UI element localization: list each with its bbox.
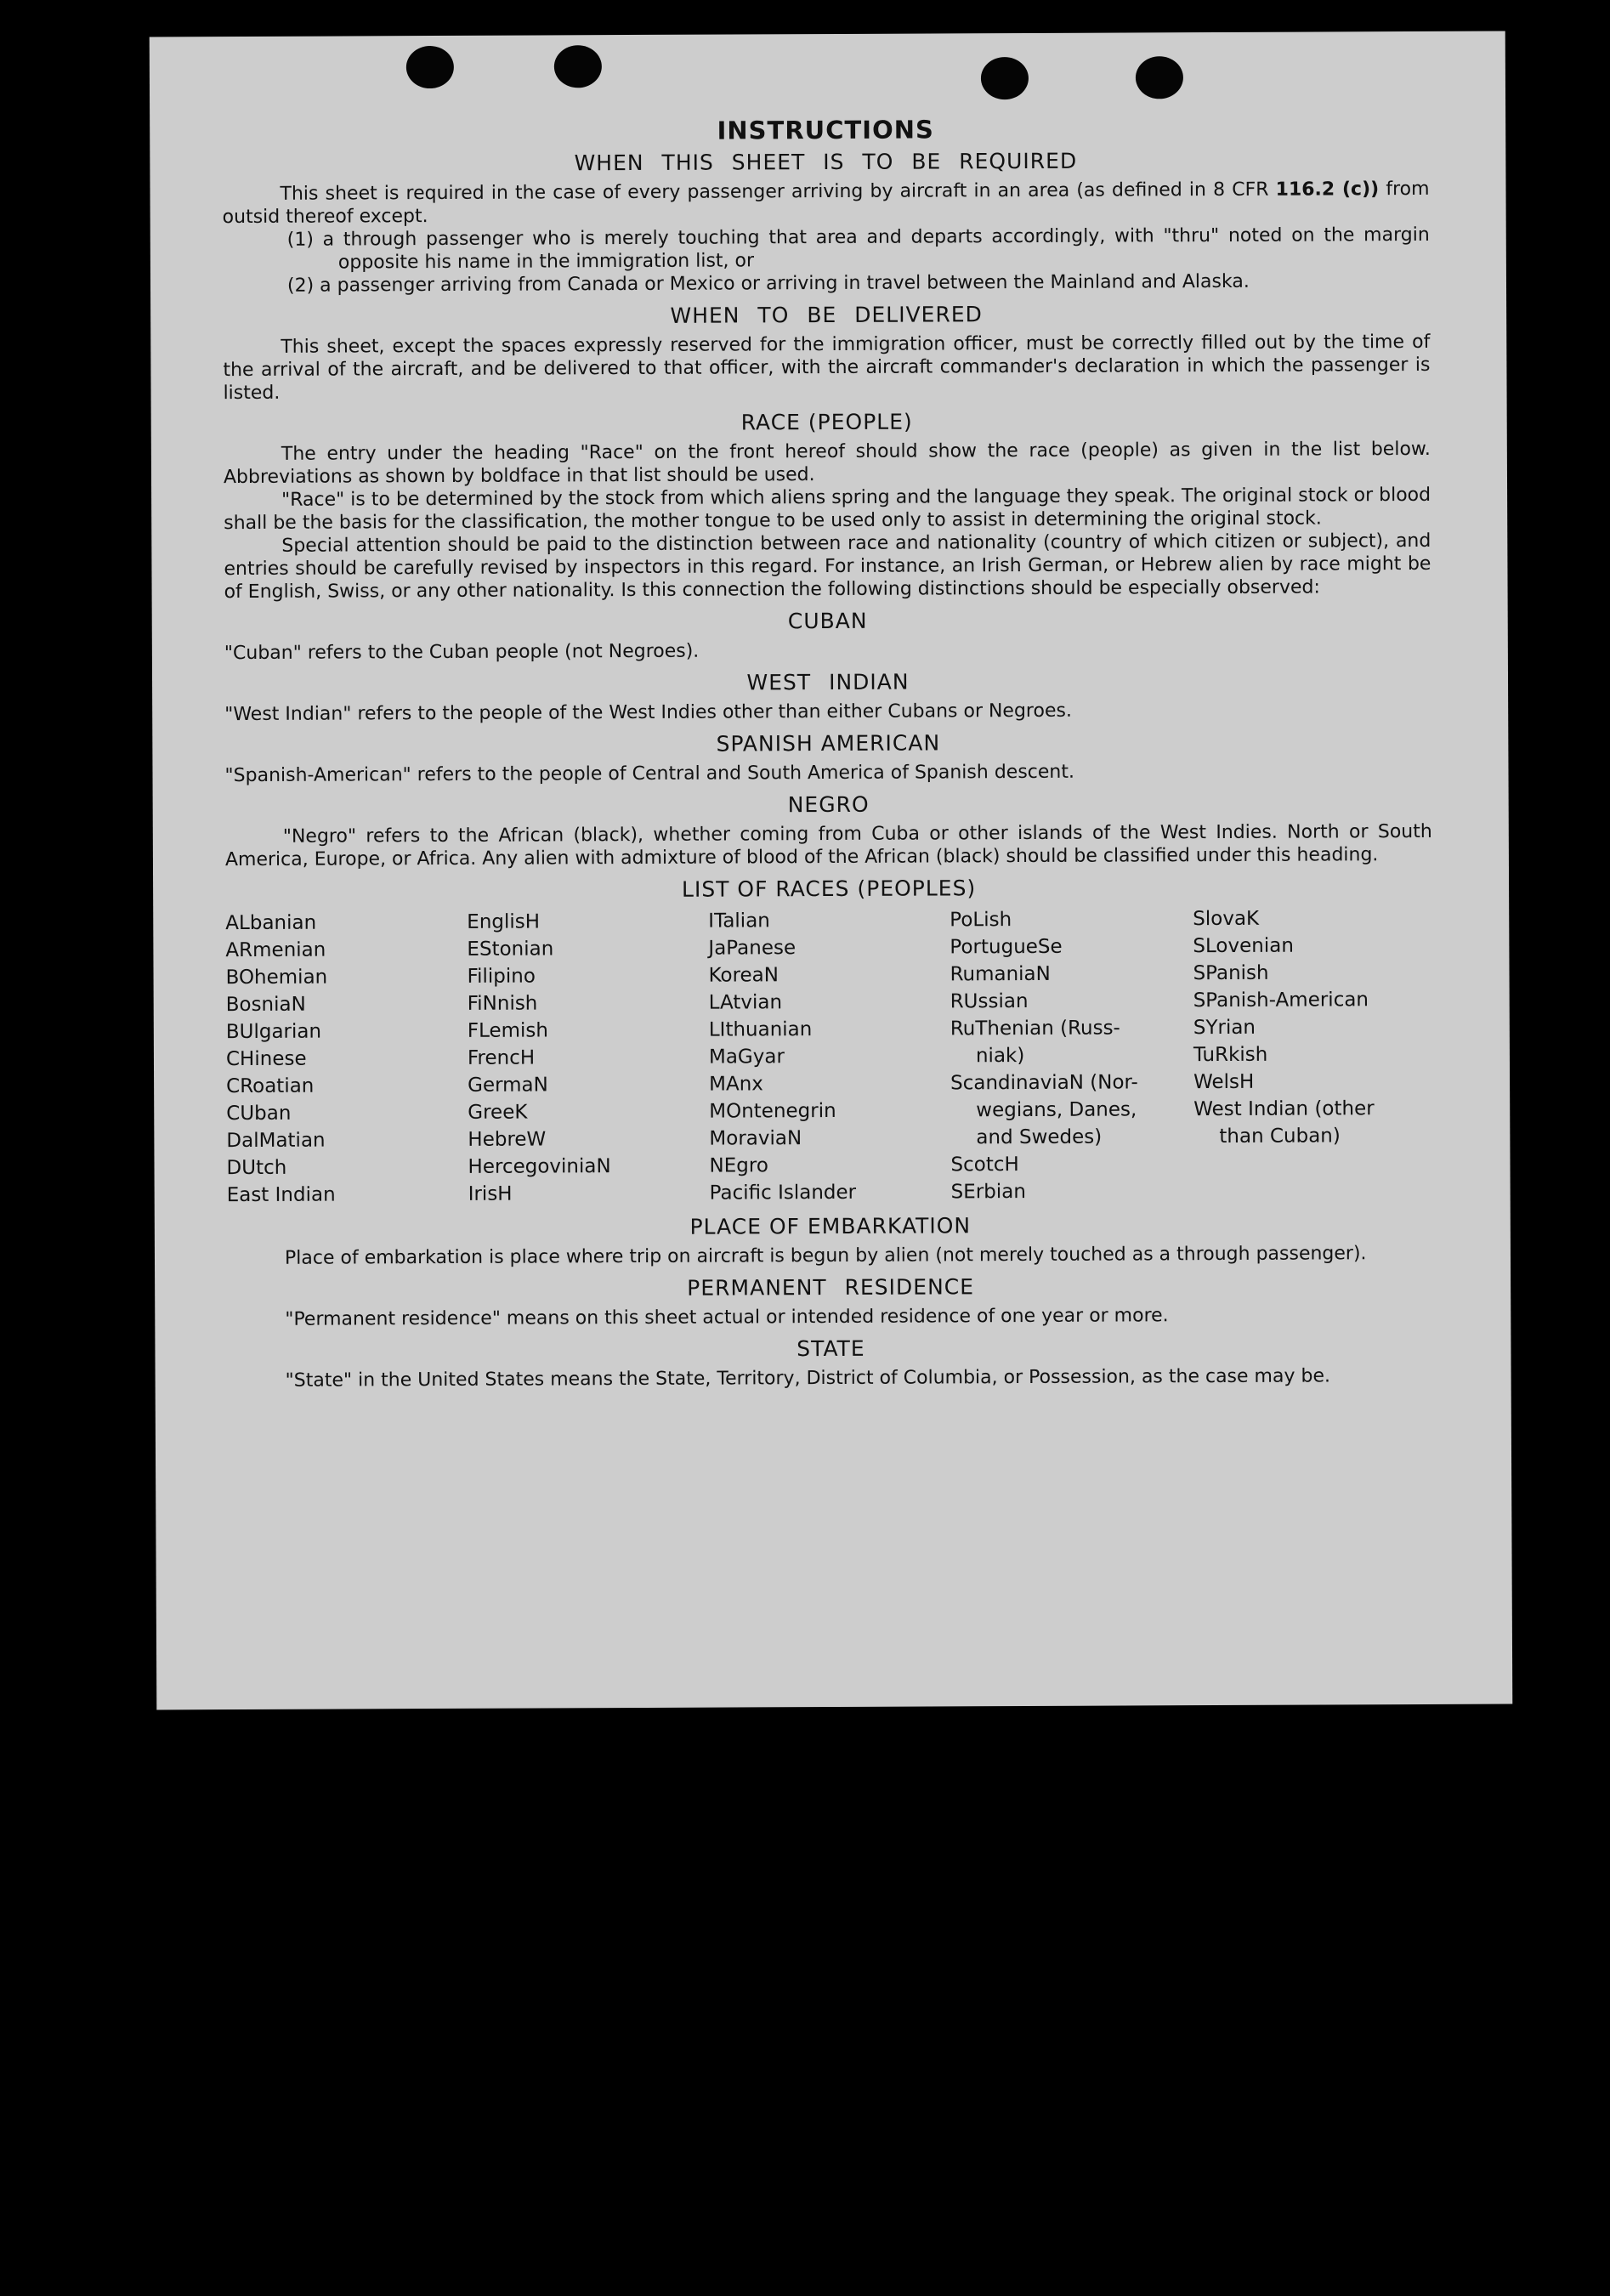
heading-negro: NEGRO xyxy=(787,791,870,818)
list-item: and Swedes) xyxy=(976,1125,1103,1149)
list-item: CUban xyxy=(226,1102,292,1125)
list-item: PoLish xyxy=(950,909,1012,932)
list-item: Pacific Islander xyxy=(709,1181,857,1205)
list-item: East Indian xyxy=(226,1183,336,1207)
list-item: DUtch xyxy=(226,1156,287,1180)
list-item: Filipino xyxy=(467,965,536,988)
list-item: CHinese xyxy=(225,1047,307,1071)
list-item: ScotcH xyxy=(950,1154,1019,1176)
list-item: EnglisH xyxy=(467,910,541,933)
list-item: wegians, Danes, xyxy=(976,1098,1137,1122)
paragraph: The entry under the heading "Race" on the front hereof should show the race (people) as given in the list below. Abbreviations as shown by boldface in that list should be used. xyxy=(223,438,1431,489)
list-item: MoraviaN xyxy=(709,1127,802,1150)
list-item: ALbanian xyxy=(225,911,317,935)
list-item: NEgro xyxy=(709,1154,768,1177)
exception-item-1: (1) a through passenger who is merely touching that area and departs accordingly, with "thru" noted on the margin opposite his name in the immigration list, or xyxy=(286,224,1430,274)
heading-state: STATE xyxy=(796,1335,865,1362)
heading-race: RACE (PEOPLE) xyxy=(740,409,913,435)
heading-west-indian: WEST INDIAN xyxy=(746,669,910,695)
paragraph: "West Indian" refers to the people of the West Indies other than either Cubans or Negroes. xyxy=(224,700,1072,726)
list-item: RUssian xyxy=(950,989,1029,1013)
document-page xyxy=(150,31,1513,1710)
heading-when-delivered: WHEN TO BE DELIVERED xyxy=(670,302,983,328)
list-item: ITalian xyxy=(708,910,770,933)
list-item: BosniaN xyxy=(225,993,306,1017)
list-item: BUlgarian xyxy=(225,1020,322,1044)
list-item: HebreW xyxy=(468,1128,547,1151)
heading-spanish-american: SPANISH AMERICAN xyxy=(716,730,941,757)
punch-hole xyxy=(554,45,602,88)
list-item: WelsH xyxy=(1193,1070,1255,1094)
paragraph: "Spanish-American" refers to the people of Central and South America of Spanish descent. xyxy=(224,761,1075,787)
list-item: ARmenian xyxy=(225,938,326,962)
list-item: LAtvian xyxy=(708,991,783,1014)
list-item: TuRkish xyxy=(1193,1043,1268,1067)
punch-hole xyxy=(406,46,454,88)
paragraph: "State" in the United States means the State, Territory, District of Columbia, or Possession, as the case may be. xyxy=(285,1365,1330,1392)
list-item: SPanish xyxy=(1193,961,1269,985)
list-item: ScandinaviaN (Nor- xyxy=(950,1071,1138,1095)
list-item: JaPanese xyxy=(708,937,796,960)
races-list xyxy=(225,904,1434,1209)
heading-permanent-residence: PERMANENT RESIDENCE xyxy=(687,1274,975,1301)
punch-hole xyxy=(1136,56,1183,99)
list-item: SYrian xyxy=(1193,1016,1256,1040)
list-item: SLovenian xyxy=(1193,934,1294,958)
paragraph: "Permanent residence" means on this sheet actual or intended residence of one year or more. xyxy=(285,1305,1169,1330)
paragraph: This sheet, except the spaces expressly reserved for the immigration officer, must be correctly filled out by the time of the arrival of the aircraft, and be delivered to that officer, with the aircraft commander's declaration in which the passenger is listed. xyxy=(223,331,1431,405)
heading-embarkation: PLACE OF EMBARKATION xyxy=(689,1213,972,1239)
list-item: CRoatian xyxy=(226,1074,315,1098)
list-item: BOhemian xyxy=(225,966,328,989)
instructions-body xyxy=(222,116,1435,1392)
list-item: than Cuban) xyxy=(1219,1125,1341,1148)
list-item: IrisH xyxy=(468,1182,513,1205)
races-column xyxy=(950,905,1194,1205)
races-column xyxy=(225,909,468,1209)
list-item: KoreaN xyxy=(708,964,779,987)
list-item: niak) xyxy=(975,1045,1025,1068)
paragraph: Place of embarkation is place where trip on aircraft is begun by alien (not merely touched as a through passenger). xyxy=(284,1243,1367,1269)
paragraph: "Race" is to be determined by the stock from which aliens spring and the language they speak. The original stock or blood shall be the basis for the classification, the mother tongue to be used only to assist in determining the original stock. xyxy=(224,484,1431,535)
exception-item-2: (2) a passenger arriving from Canada or Mexico or arriving in travel between the Mainland and Alaska. xyxy=(286,270,1250,297)
list-item: FrencH xyxy=(467,1046,536,1069)
heading-when-required: WHEN THIS SHEET IS TO BE REQUIRED xyxy=(574,148,1078,176)
paragraph: "Cuban" refers to the Cuban people (not Negroes). xyxy=(224,640,700,665)
list-item: MAnx xyxy=(709,1073,763,1096)
heading-cuban: CUBAN xyxy=(787,608,868,634)
list-item: West Indian (other xyxy=(1193,1097,1375,1121)
list-item: PortugueSe xyxy=(950,935,1063,959)
list-item: RumaniaN xyxy=(950,962,1051,986)
list-item: FLemish xyxy=(467,1019,549,1042)
list-item: DalMatian xyxy=(226,1129,326,1153)
list-item: MOntenegrin xyxy=(709,1099,836,1123)
punch-hole xyxy=(981,57,1029,99)
list-item: GreeK xyxy=(468,1101,528,1124)
races-column xyxy=(1193,904,1432,1205)
paragraph: This sheet is required in the case of every passenger arriving by aircraft in an area (as defined in 8 CFR 116.2 (c)) from outsid thereof except. xyxy=(222,178,1430,229)
heading-list-of-races: LIST OF RACES (PEOPLES) xyxy=(681,876,977,902)
races-column xyxy=(467,908,710,1208)
page-title: INSTRUCTIONS xyxy=(717,115,934,145)
list-item: RuThenian (Russ- xyxy=(950,1017,1120,1040)
list-item: GermaN xyxy=(468,1074,548,1097)
paragraph: "Negro" refers to the African (black), whether coming from Cuba or other islands of the West Indies. North or South America, Europe, or Africa. Any alien with admixture of blood of the African (black) should be classified under this heading. xyxy=(224,820,1432,871)
list-item: HercegoviniaN xyxy=(468,1155,611,1178)
list-item: EStonian xyxy=(467,938,554,961)
list-item: FiNnish xyxy=(467,992,538,1015)
paragraph: Special attention should be paid to the distinction between race and nationality (country of which citizen or subject), and entries should be carefully revised by inspectors in this regard. For instance, an Irish German, or Hebrew alien by race might be of English, Swiss, or any other nationality. Is this connection the following distinctions should be especially observed: xyxy=(224,530,1431,604)
races-column xyxy=(708,906,951,1206)
list-item: SErbian xyxy=(950,1181,1026,1204)
list-item: MaGyar xyxy=(708,1046,785,1069)
list-item: LIthuanian xyxy=(708,1018,813,1041)
list-item: SPanish-American xyxy=(1193,989,1369,1012)
list-item: SlovaK xyxy=(1193,907,1260,931)
